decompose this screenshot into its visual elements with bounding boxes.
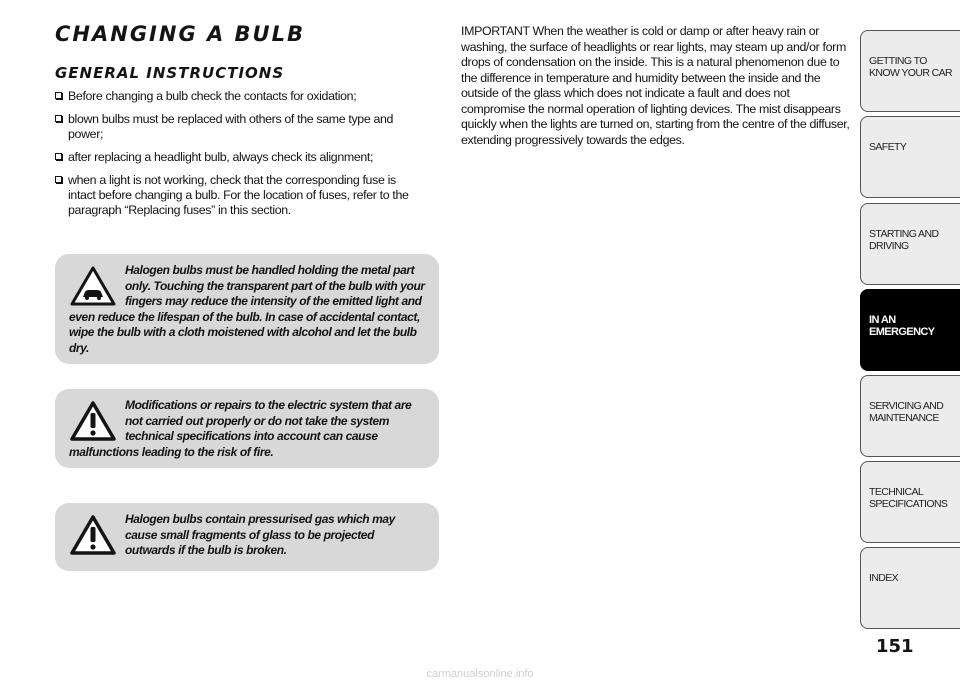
section-heading: GENERAL INSTRUCTIONS: [55, 64, 285, 82]
footer-watermark: carmanualsonline.info: [426, 668, 534, 680]
tab-servicing-and-maintenance[interactable]: SERVICING AND MAINTENANCE: [860, 375, 960, 457]
checkbox-bullet-icon: [55, 176, 62, 183]
checkbox-bullet-icon: [55, 92, 62, 99]
page-number: 151: [876, 636, 914, 657]
tab-getting-to-know-your-car[interactable]: GETTING TO KNOW YOUR CAR: [860, 30, 960, 112]
tab-index[interactable]: INDEX: [860, 547, 960, 629]
warning-box-halogen-handling: [55, 254, 439, 364]
car-warning-icon: [69, 265, 117, 307]
warning-text: Halogen bulbs must be handled holding the metal part only. Touching the transparent part of the bulb with your fingers may reduce the intensity of the emitted light and even reduce the lifespan of the bulb. In case of accidental contact, wipe the bulb with a cloth moistened with alcohol and let the bulb dry.: [69, 263, 425, 355]
warning-text: Modifications or repairs to the electric system that are not carried out properly or do not take the system technical specifications into account can cause malfunctions leading to the risk of fire.: [69, 398, 412, 459]
checkbox-bullet-icon: [55, 153, 62, 160]
list-item: when a light is not working, check that the corresponding fuse is intact before changing a bulb. For the location of fuses, refer to the paragraph “Replacing fuses” in this section.: [55, 173, 425, 218]
danger-warning-icon: [69, 400, 117, 442]
tab-safety[interactable]: SAFETY: [860, 116, 960, 198]
tab-starting-and-driving[interactable]: STARTING AND DRIVING: [860, 203, 960, 285]
tab-technical-specifications[interactable]: TECHNICAL SPECIFICATIONS: [860, 461, 960, 543]
list-item: Before changing a bulb check the contacts for oxidation;: [55, 89, 425, 104]
page-title: CHANGING A BULB: [55, 22, 305, 46]
list-item: blown bulbs must be replaced with others of the same type and power;: [55, 112, 425, 142]
list-item: after replacing a headlight bulb, always check its alignment;: [55, 150, 425, 165]
warning-text: Halogen bulbs contain pressurised gas which may cause small fragments of glass to be projected outwards if the bulb is broken.: [125, 512, 395, 557]
important-note: IMPORTANT When the weather is cold or damp or after heavy rain or washing, the surface of headlights or rear lights, may steam up and/or form drops of condensation on the inside. This is a natural phenomenon due to the difference in temperature and humidity between the inside and the outside of the glass which does not indicate a fault and does not compromise the normal operation of lighting devices. The mist disappears quickly when the lights are turned on, starting from the centre of the diffuser, extending progressively towards the edges.: [461, 24, 850, 147]
warning-box-pressurised-gas: [55, 503, 439, 571]
tab-in-an-emergency[interactable]: IN AN EMERGENCY: [860, 289, 960, 371]
instructions-list: [55, 89, 425, 226]
warning-box-electric-system: [55, 389, 439, 468]
danger-warning-icon: [69, 514, 117, 556]
checkbox-bullet-icon: [55, 115, 62, 122]
